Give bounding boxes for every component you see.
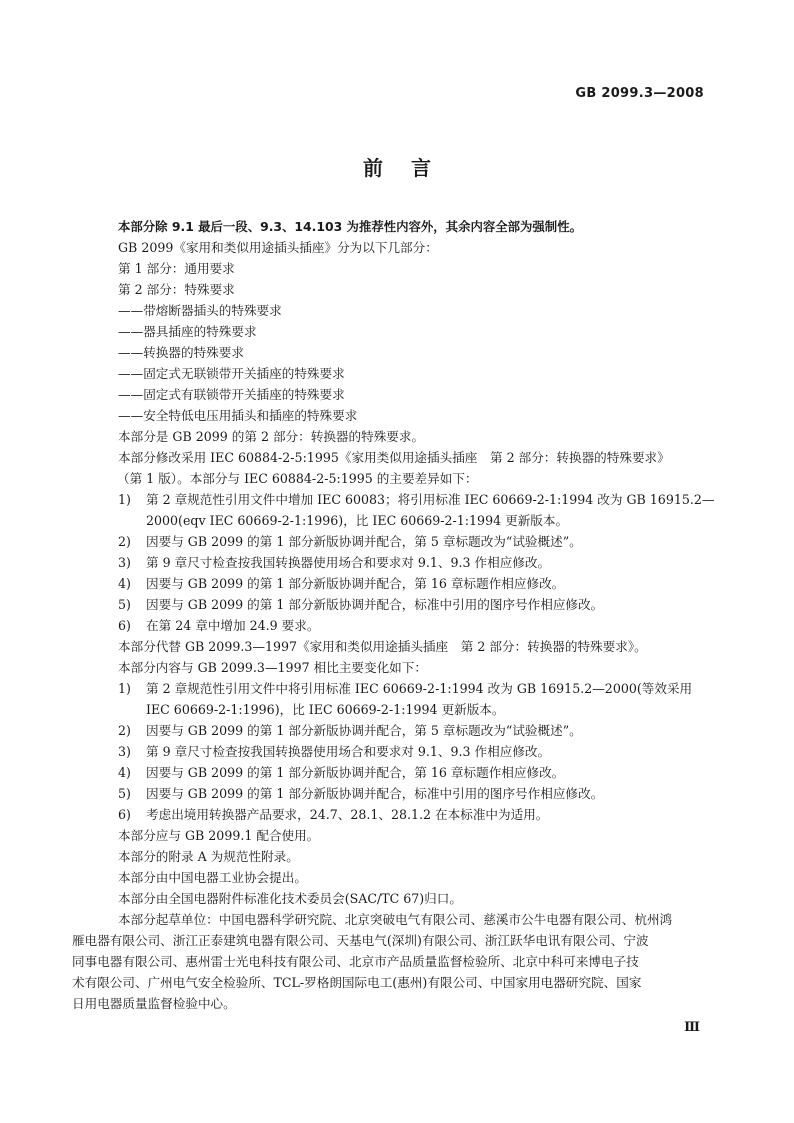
- list-item-number: 2): [118, 723, 131, 738]
- list-item-number: 1): [118, 492, 131, 507]
- list-item-number: 3): [118, 744, 131, 759]
- list-item: [118, 783, 706, 804]
- paragraph: GB 2099《家用和类似用途插头插座》分为以下几部分：: [118, 240, 438, 255]
- paragraph: 本部分的附录 A 为规范性附录。: [118, 849, 299, 864]
- paragraph: 第 1 部分：通用要求: [118, 261, 235, 276]
- paragraph-continuation: （第 1 版）。本部分与 IEC 60884-2-5:1995 的主要差异如下：: [117, 471, 478, 486]
- paragraph: 本部分是 GB 2099 的第 2 部分：转换器的特殊要求。: [118, 429, 425, 444]
- list-item-text: 第 2 章规范性引用文件中将引用标准 IEC 60669-2-1:1994 改为 GB 16915.2—2000(等效采用: [146, 681, 693, 696]
- list-item-text: 在第 24 章中增加 24.9 要求。: [146, 618, 320, 633]
- standard-number: GB 2099.3—2008: [575, 86, 704, 101]
- dash-item: ——固定式无联锁带开关插座的特殊要求: [118, 366, 345, 381]
- drafting-units-line: 同事电器有限公司、惠州雷士光电科技有限公司、北京市产品质量监督检验所、北京中科可来博电子技: [72, 954, 639, 969]
- drafting-units-line: 术有限公司、广州电气安全检验所、TCL-罗格朗国际电工(惠州)有限公司、中国家用电器研究院、国家: [72, 975, 642, 990]
- changes-list: [118, 678, 706, 825]
- list-item: [118, 531, 706, 552]
- drafting-units-line: 本部分起草单位：中国电器科学研究院、北京突破电气有限公司、慈溪市公牛电器有限公司、杭州鸿: [118, 912, 673, 927]
- paragraph: 本部分应与 GB 2099.1 配合使用。: [118, 828, 320, 843]
- preface-body: [72, 216, 715, 1014]
- page-title: 前言: [363, 156, 459, 180]
- list-item: [118, 720, 706, 741]
- list-item-text: IEC 60669-2-1:1996)，比 IEC 60669-2-1:1994 更新版本。: [146, 702, 505, 717]
- paragraph: 本部分内容与 GB 2099.3—1997 相比主要变化如下：: [118, 660, 427, 675]
- list-item: [118, 594, 706, 615]
- dash-item: ——带熔断器插头的特殊要求: [118, 303, 282, 318]
- list-item: [118, 762, 706, 783]
- drafting-units: [72, 909, 706, 1014]
- list-item-number: 2): [118, 534, 131, 549]
- list-item: [118, 573, 706, 594]
- drafting-units-line: 日用电器质量监督检验中心。: [72, 996, 236, 1011]
- list-item-number: 4): [118, 765, 131, 780]
- page-number: Ⅲ: [684, 1020, 700, 1035]
- list-item-text: 因要与 GB 2099 的第 1 部分新版协调并配合，第 16 章标题作相应修改。: [146, 765, 565, 780]
- list-item-number: 3): [118, 555, 131, 570]
- list-item-text: 2000(eqv IEC 60669-2-1:1996)，比 IEC 60669-2-1:1994 更新版本。: [146, 513, 569, 528]
- drafting-units-line: 雁电器有限公司、浙江正泰建筑电器有限公司、天基电气(深圳)有限公司、浙江跃华电讯有限公司、宁波: [72, 933, 649, 948]
- paragraph: 第 2 部分：特殊要求: [118, 282, 235, 297]
- list-item: [118, 804, 706, 825]
- list-item-number: 4): [118, 576, 131, 591]
- list-item: [118, 741, 706, 762]
- list-item-text: 第 9 章尺寸检查按我国转换器使用场合和要求对 9.1、9.3 作相应修改。: [146, 555, 551, 570]
- list-item-text: 因要与 GB 2099 的第 1 部分新版协调并配合，第 5 章标题改为“试验概述”。: [146, 534, 582, 549]
- list-item-number: 6): [118, 618, 131, 633]
- list-item-text: 因要与 GB 2099 的第 1 部分新版协调并配合，第 5 章标题改为“试验概述”。: [146, 723, 582, 738]
- list-item-continuation: [118, 510, 706, 531]
- list-item: [118, 552, 706, 573]
- list-item-number: 6): [118, 807, 131, 822]
- list-item-number: 1): [118, 681, 131, 696]
- list-item-text: 因要与 GB 2099 的第 1 部分新版协调并配合，标准中引用的图序号作相应修改。: [146, 786, 604, 801]
- paragraph: 本部分代替 GB 2099.3—1997《家用和类似用途插头插座 第 2 部分：转换器的特殊要求》。: [118, 639, 647, 654]
- list-item: [118, 678, 706, 699]
- dash-item: ——固定式有联锁带开关插座的特殊要求: [118, 387, 345, 402]
- paragraph: 本部分由中国电器工业协会提出。: [118, 870, 307, 885]
- list-item-number: 5): [118, 597, 131, 612]
- dash-item: ——转换器的特殊要求: [118, 345, 244, 360]
- list-item-text: 考虑出境用转换器产品要求，24.7、28.1、28.1.2 在本标准中为适用。: [146, 807, 549, 822]
- list-item: [118, 615, 706, 636]
- list-item-text: 因要与 GB 2099 的第 1 部分新版协调并配合，第 16 章标题作相应修改。: [146, 576, 565, 591]
- dash-item: ——器具插座的特殊要求: [118, 324, 257, 339]
- list-item-number: 5): [118, 786, 131, 801]
- paragraph: 本部分由全国电器附件标准化技术委员会(SAC/TC 67)归口。: [118, 891, 462, 906]
- paragraph: 本部分修改采用 IEC 60884-2-5:1995《家用类似用途插头插座 第 2 部分：转换器的特殊要求》: [118, 450, 670, 465]
- list-item: [118, 489, 715, 510]
- list-item-text: 第 2 章规范性引用文件中增加 IEC 60083；将引用标准 IEC 60669-2-1:1994 改为 GB 16915.2—: [146, 492, 715, 507]
- list-item-continuation: [118, 699, 706, 720]
- list-item-text: 第 9 章尺寸检查按我国转换器使用场合和要求对 9.1、9.3 作相应修改。: [146, 744, 551, 759]
- dash-item: ——安全特低电压用插头和插座的特殊要求: [118, 408, 358, 423]
- list-item-text: 因要与 GB 2099 的第 1 部分新版协调并配合，标准中引用的图序号作相应修改。: [146, 597, 604, 612]
- mandatory-statement: 本部分除 9.1 最后一段、9.3、14.103 为推荐性内容外，其余内容全部为强制性。: [118, 219, 582, 234]
- differences-list: [118, 489, 715, 636]
